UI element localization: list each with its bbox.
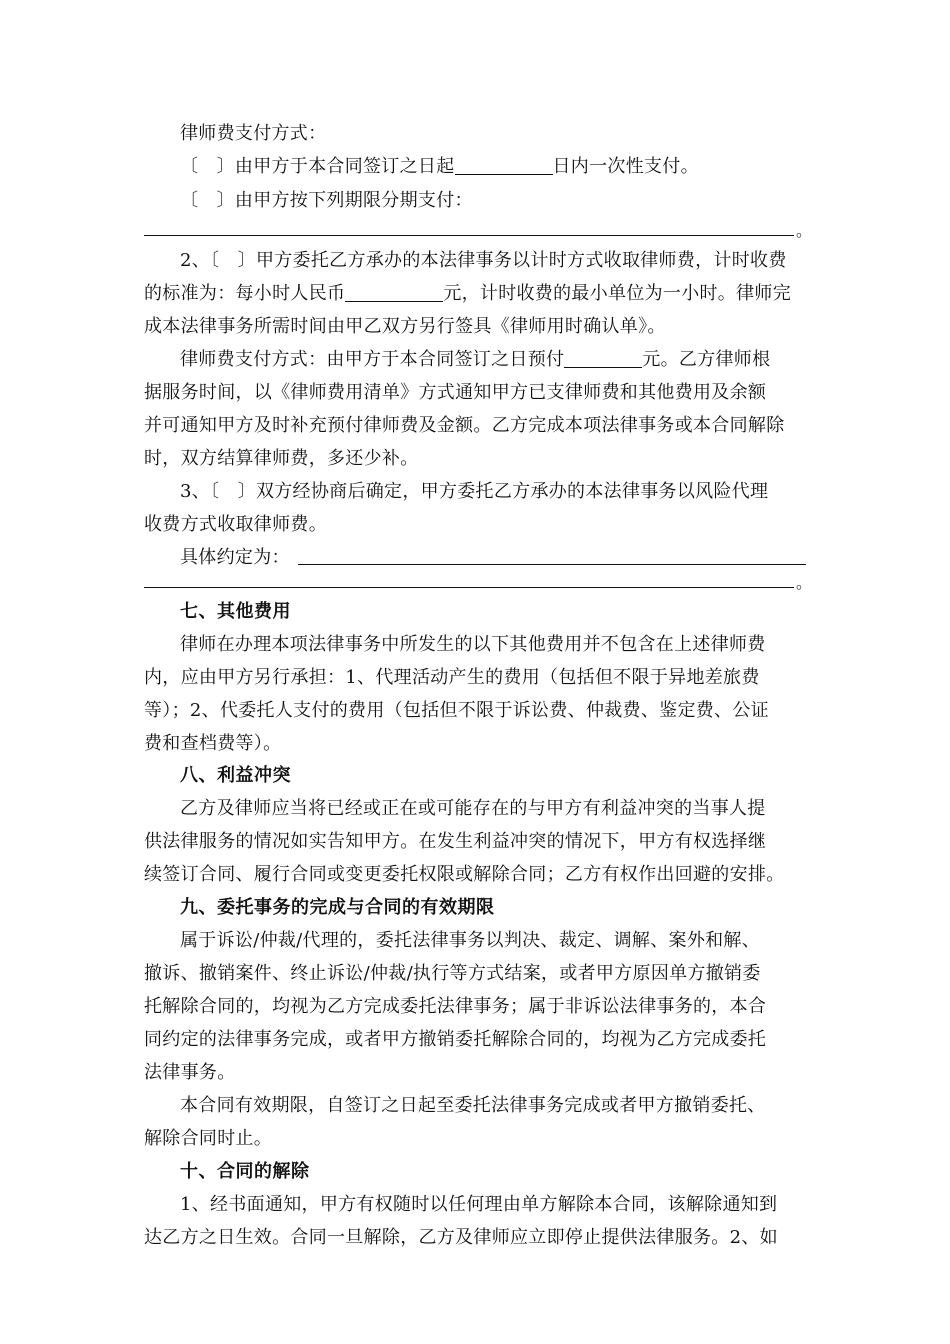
section-heading: 七、其他费用 — [180, 601, 291, 622]
text-line: 成本法律事务所需时间由甲乙双方另行签具《律师用时确认单》。 — [144, 316, 666, 337]
fill-blank — [455, 158, 553, 175]
text-line: 内，应由甲方另行承担：1、代理活动产生的费用（包括但不限于异地差旅费 — [144, 667, 760, 688]
section-heading: 十、合同的解除 — [180, 1161, 310, 1182]
text-line: 续签订合同、履行合同或变更委托权限或解除合同；乙方有权作出回避的安排。 — [144, 864, 785, 885]
section-heading: 八、利益冲突 — [180, 765, 291, 786]
fill-blank — [564, 351, 642, 368]
fill-line — [144, 235, 794, 236]
text-line: 费和查档费等）。 — [144, 733, 282, 754]
text-line — [180, 349, 809, 371]
text-line: 3、〔 〕双方经协商后确定，甲方委托乙方承办的本法律事务以风险代理 — [180, 481, 769, 502]
text-line: 达乙方之日生效。合同一旦解除，乙方及律师应立即停止提供法律服务。2、如 — [144, 1227, 778, 1248]
text-line: 律师在办理本项法律事务中所发生的以下其他费用并不包含在上述律师费 — [180, 634, 766, 655]
text-line: 乙方及律师应当将已经或正在或可能存在的与甲方有利益冲突的当事人提 — [180, 798, 766, 819]
text-line: 时，双方结算律师费，多还少补。 — [144, 448, 419, 469]
text-line: 并可通知甲方及时补充预付律师费及金额。乙方完成本项法律事务或本合同解除 — [144, 415, 785, 436]
text-fragment: 日内一次性支付。 — [552, 156, 699, 177]
period-mark: 。 — [796, 573, 813, 592]
section-heading: 九、委托事务的完成与合同的有效期限 — [180, 897, 495, 918]
fill-line — [298, 564, 806, 565]
text-line: 具体约定为： — [180, 547, 290, 568]
text-line: 法律事务。 — [144, 1062, 236, 1083]
text-line — [180, 156, 809, 178]
text-line: 本合同有效期限，自签订之日起至委托法律事务完成或者甲方撤销委托、 — [180, 1095, 766, 1116]
text-line: 托解除合同的，均视为乙方完成委托法律事务；属于非诉讼法律事务的，本合 — [144, 996, 767, 1017]
text-line: 收费方式收取律师费。 — [144, 514, 327, 535]
text-line: 等）；2、代委托人支付的费用（包括但不限于诉讼费、仲裁费、鉴定费、公证 — [144, 700, 769, 721]
text-fragment: 元，计时收费的最小单位为一小时。律师完 — [443, 283, 792, 304]
text-line: 同约定的法律事务完成，或者甲方撤销委托解除合同的，均视为乙方完成委托 — [144, 1029, 767, 1050]
fill-line — [144, 587, 794, 588]
text-line — [144, 283, 809, 305]
period-mark: 。 — [796, 221, 813, 240]
text-line: 供法律服务的情况如实告知甲方。在发生利益冲突的情况下，甲方有权选择继 — [144, 831, 767, 852]
text-fragment: 元。乙方律师根 — [642, 349, 771, 370]
text-line: 〔 〕由甲方按下列期限分期支付： — [180, 190, 473, 211]
text-line: 1、经书面通知，甲方有权随时以任何理由单方解除本合同，该解除通知到 — [180, 1194, 778, 1215]
text-line: 律师费支付方式： — [180, 123, 327, 144]
text-line: 据服务时间，以《律师费用清单》方式通知甲方已支律师费和其他费用及余额 — [144, 382, 767, 403]
text-line: 2、〔 〕甲方委托乙方承办的本法律事务以计时方式收取律师费，计时收费 — [180, 250, 787, 271]
text-fragment: 律师费支付方式：由甲方于本合同签订之日预付 — [180, 349, 565, 370]
text-line: 属于诉讼/仲裁/代理的，委托法律事务以判决、裁定、调解、案外和解、 — [180, 930, 761, 951]
text-line: 撤诉、撤销案件、终止诉讼/仲裁/执行等方式结案，或者甲方原因单方撤销委 — [144, 963, 761, 984]
text-fragment: 的标准为：每小时人民币 — [144, 283, 346, 304]
text-line: 解除合同时止。 — [144, 1128, 273, 1149]
fill-blank — [345, 285, 443, 302]
text-fragment: 〔 〕由甲方于本合同签订之日起 — [180, 156, 455, 177]
